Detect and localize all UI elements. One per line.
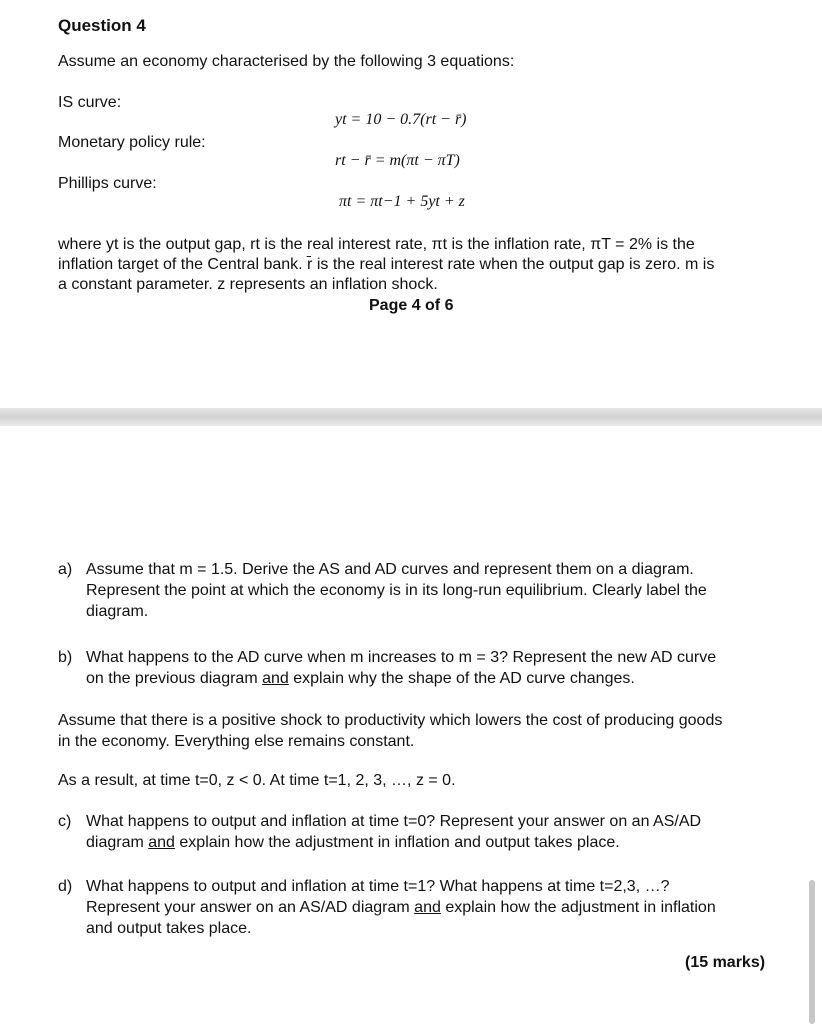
part-c-line-1: What happens to output and inflation at time t=0? Represent your answer on an AS/AD — [86, 813, 702, 830]
part-b-line-2-pre: on the previous diagram — [86, 670, 263, 687]
part-c-line-2 — [86, 832, 701, 853]
page-separator — [0, 408, 822, 426]
is-equation: yt = 10 − 0.7(rt − r̄) — [335, 111, 467, 128]
scrollbar-thumb[interactable] — [809, 880, 815, 1024]
part-c-marker: c) — [58, 813, 72, 830]
shock-line-1: Assume that there is a positive shock to productivity which lowers the cost of producing goods — [58, 712, 723, 729]
shock-line-2: in the economy. Everything else remains constant. — [58, 733, 415, 750]
part-d-marker: d) — [58, 878, 73, 895]
marks-total: (15 marks) — [685, 954, 766, 971]
definitions-line-2: inflation target of the Central bank. r̄ is the real interest rate when the output gap is zero. m is — [58, 256, 715, 273]
shock-line-3: As a result, at time t=0, z < 0. At time t=1, 2, 3, …, z = 0. — [58, 772, 456, 789]
part-b-marker: b) — [58, 649, 73, 666]
part-a-marker: a) — [58, 561, 73, 578]
phillips-equation: πt = πt−1 + 5yt + z — [339, 193, 465, 210]
part-b-line-2-post: explain why the shape of the AD curve changes. — [288, 670, 635, 687]
part-b-line-1: What happens to the AD curve when m increases to m = 3? Represent the new AD curve — [86, 649, 717, 666]
monetary-rule-label: Monetary policy rule: — [58, 134, 206, 151]
part-c-underlined-and: and — [148, 834, 175, 851]
part-a-line-2: Represent the point at which the economy is in its long-run equilibrium. Clearly label the — [86, 582, 707, 599]
part-d-line-2-post: explain how the adjustment in inflation — [440, 899, 716, 916]
part-a-line-1: Assume that m = 1.5. Derive the AS and AD curves and represent them on a diagram. — [86, 561, 694, 578]
part-a-line-3: diagram. — [86, 603, 149, 620]
page-indicator: Page 4 of 6 — [369, 297, 454, 314]
part-d-line-2-pre: Represent your answer on an AS/AD diagram — [86, 899, 415, 916]
question-title: Question 4 — [58, 16, 146, 35]
part-d-line-3: and output takes place. — [86, 920, 252, 937]
phillips-curve-label: Phillips curve: — [58, 175, 157, 192]
part-d-underlined-and: and — [414, 899, 441, 916]
part-d-line-2 — [86, 897, 716, 918]
question-intro: Assume an economy characterised by the following 3 equations: — [58, 53, 515, 70]
definitions-line-1: where yt is the output gap, rt is the real interest rate, πt is the inflation rate, πT = 2% is the — [58, 236, 695, 253]
part-b-line-2 — [86, 668, 716, 689]
monetary-equation: rt − r̄ = m(πt − πT) — [335, 152, 460, 169]
part-c-line-2-post: explain how the adjustment in inflation and output takes place. — [174, 834, 620, 851]
part-d-line-1: What happens to output and inflation at time t=1? What happens at time t=2,3, …? — [86, 878, 670, 895]
definitions-line-3: a constant parameter. z represents an inflation shock. — [58, 276, 438, 293]
part-b-underlined-and: and — [262, 670, 289, 687]
is-curve-label: IS curve: — [58, 94, 122, 111]
part-c-line-2-pre: diagram — [86, 834, 149, 851]
